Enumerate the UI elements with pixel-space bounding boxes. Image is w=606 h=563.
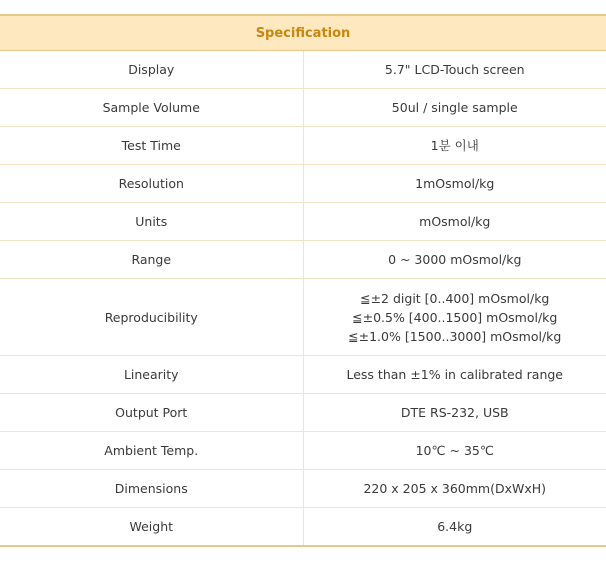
spec-value-test-time: 1분 이내: [303, 127, 606, 165]
table-row: [0, 508, 606, 547]
reproducibility-line: ≦±1.0% [1500..3000] mOsmol/kg: [348, 328, 562, 344]
table-row: [0, 127, 606, 165]
spec-value-weight: 6.4kg: [303, 508, 606, 547]
spec-label-units: Units: [0, 203, 303, 241]
table-title: Specification: [0, 15, 606, 51]
table-row: [0, 394, 606, 432]
spec-label-linearity: Linearity: [0, 356, 303, 394]
table-row: [0, 89, 606, 127]
spec-label-reproducibility: Reproducibility: [0, 279, 303, 356]
spec-label-dimensions: Dimensions: [0, 470, 303, 508]
table-row: [0, 241, 606, 279]
spec-label-range: Range: [0, 241, 303, 279]
table-row: [0, 356, 606, 394]
table-row: [0, 203, 606, 241]
spec-value-range: 0 ~ 3000 mOsmol/kg: [303, 241, 606, 279]
spec-value-units: mOsmol/kg: [303, 203, 606, 241]
spec-value-linearity: Less than ±1% in calibrated range: [303, 356, 606, 394]
reproducibility-line: ≦±2 digit [0..400] mOsmol/kg: [360, 290, 550, 306]
spec-value-resolution: 1mOsmol/kg: [303, 165, 606, 203]
spec-value-ambient-temp: 10℃ ~ 35℃: [303, 432, 606, 470]
table-row: [0, 51, 606, 89]
reproducibility-line: ≦±0.5% [400..1500] mOsmol/kg: [352, 309, 558, 325]
table-row: [0, 432, 606, 470]
specification-table: [0, 14, 606, 547]
table-row: [0, 279, 606, 356]
spec-label-output-port: Output Port: [0, 394, 303, 432]
spec-value-dimensions: 220 x 205 x 360mm(DxWxH): [303, 470, 606, 508]
spec-label-resolution: Resolution: [0, 165, 303, 203]
spec-value-output-port: DTE RS-232, USB: [303, 394, 606, 432]
table-row: [0, 470, 606, 508]
spec-label-ambient-temp: Ambient Temp.: [0, 432, 303, 470]
spec-label-test-time: Test Time: [0, 127, 303, 165]
table-header-row: [0, 15, 606, 51]
spec-value-reproducibility: [303, 279, 606, 356]
table-row: [0, 165, 606, 203]
spec-label-sample-volume: Sample Volume: [0, 89, 303, 127]
spec-label-weight: Weight: [0, 508, 303, 547]
spec-value-display: 5.7" LCD-Touch screen: [303, 51, 606, 89]
spec-value-sample-volume: 50ul / single sample: [303, 89, 606, 127]
spec-label-display: Display: [0, 51, 303, 89]
